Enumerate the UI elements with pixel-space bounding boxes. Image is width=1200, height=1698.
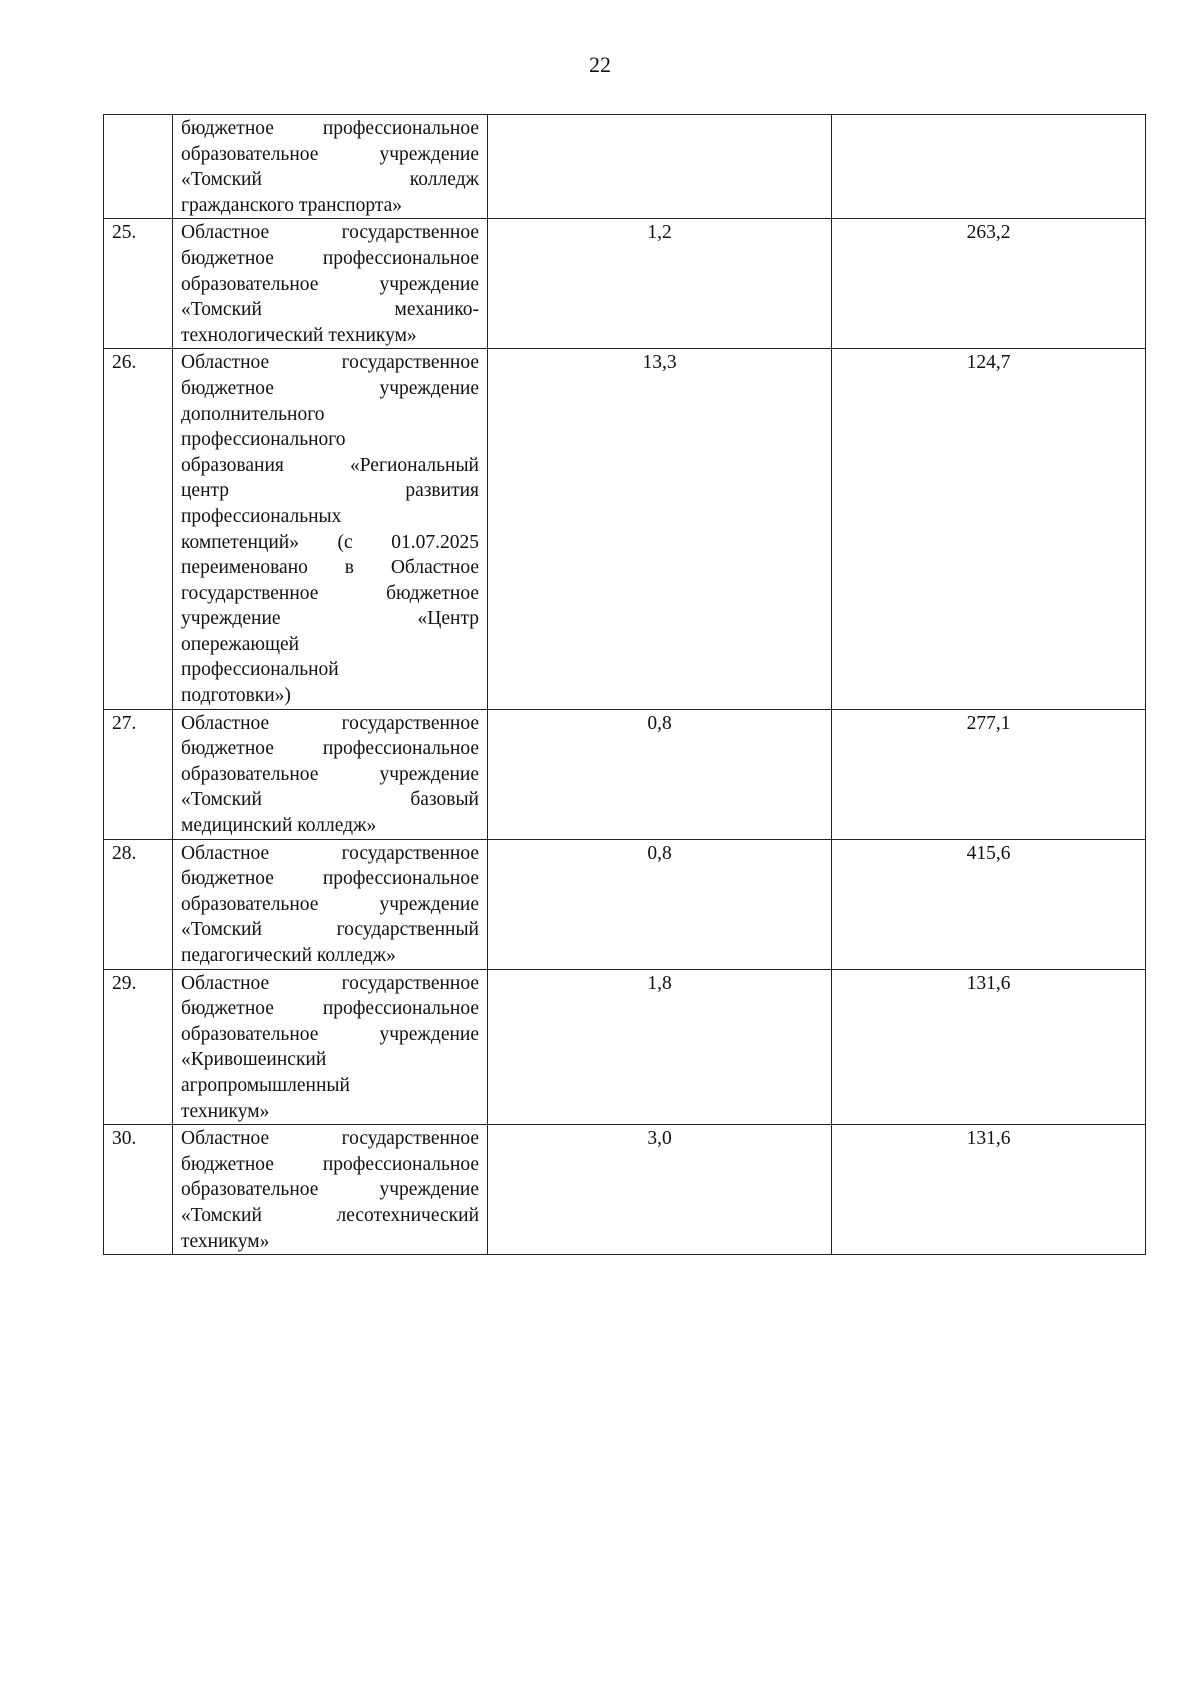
institution-name-line: техникум» — [181, 1100, 270, 1122]
value-cell-1: 1,2 — [488, 219, 832, 349]
institution-name-line: дополнительного — [181, 403, 325, 425]
value-cell-1: 3,0 — [488, 1125, 832, 1255]
institution-name-line: бюджетное учреждение — [181, 377, 479, 399]
institution-name-line: образовательное учреждение — [181, 273, 479, 295]
value-cell-2: 131,6 — [832, 969, 1146, 1125]
value-cell-2: 124,7 — [832, 349, 1146, 709]
value-cell-1: 13,3 — [488, 349, 832, 709]
value-cell-1: 1,8 — [488, 969, 832, 1125]
institution-name-line: бюджетное профессиональное — [181, 1153, 479, 1175]
table-row — [104, 709, 1146, 839]
institution-name-line: «Томский механико- — [181, 299, 479, 321]
institution-name-line: профессионального — [181, 429, 346, 451]
row-number-cell — [104, 115, 173, 219]
institution-name-cell — [173, 219, 488, 349]
institution-name-line: бюджетное профессиональное — [181, 247, 479, 269]
institution-name-cell — [173, 969, 488, 1125]
institution-name-line: опережающей — [181, 633, 300, 655]
institution-name-line: «Томский базовый — [181, 789, 479, 811]
institution-name-cell — [173, 839, 488, 969]
institution-name-line: образования «Региональный — [181, 454, 479, 476]
row-number-cell: 25. — [104, 219, 173, 349]
institution-name-line: Областное государственное — [181, 972, 479, 994]
table-row — [104, 219, 1146, 349]
institution-name-line: педагогический колледж» — [181, 945, 396, 966]
institution-name-line: Областное государственное — [181, 1128, 479, 1150]
institution-name-line: образовательное учреждение — [181, 893, 479, 915]
table-row — [104, 969, 1146, 1125]
row-number-cell: 28. — [104, 839, 173, 969]
institution-name-line: агропромышленный — [181, 1074, 350, 1096]
value-cell-1: 0,8 — [488, 839, 832, 969]
value-cell-2: 263,2 — [832, 219, 1146, 349]
institution-name-line: технологический техникум» — [181, 324, 417, 346]
institution-name-line: Областное государственное — [181, 352, 479, 374]
institution-name-line: подготовки») — [181, 685, 291, 707]
value-cell-2: 131,6 — [832, 1125, 1146, 1255]
row-number-cell: 27. — [104, 709, 173, 839]
institution-name-line: «Томский государственный — [181, 919, 479, 941]
institution-name-cell — [173, 709, 488, 839]
institution-name-line: компетенций» (с 01.07.2025 — [181, 531, 479, 553]
page-number: 22 — [589, 52, 611, 77]
value-cell-2: 277,1 — [832, 709, 1146, 839]
institution-name-line: «Томский колледж — [181, 169, 479, 191]
table-body — [104, 115, 1146, 1255]
table-row — [104, 1125, 1146, 1255]
value-cell-1 — [488, 115, 832, 219]
institution-name-line: образовательное учреждение — [181, 763, 479, 785]
institution-name-cell — [173, 115, 488, 219]
institution-name-line: техникум» — [181, 1230, 270, 1252]
value-cell-2: 415,6 — [832, 839, 1146, 969]
value-cell-1: 0,8 — [488, 709, 832, 839]
institution-name-line: бюджетное профессиональное — [181, 118, 479, 139]
institution-name-line: бюджетное профессиональное — [181, 868, 479, 890]
institution-name-cell — [173, 349, 488, 709]
institutions-table — [103, 114, 1146, 1255]
institution-name-line: образовательное учреждение — [181, 1179, 479, 1201]
value-cell-2 — [832, 115, 1146, 219]
institution-name-line: учреждение «Центр — [181, 608, 479, 630]
institution-name-line: центр развития — [181, 480, 479, 502]
institution-name-cell — [173, 1125, 488, 1255]
institution-name-line: профессиональной — [181, 659, 339, 681]
row-number-cell: 30. — [104, 1125, 173, 1255]
institution-name-line: медицинский колледж» — [181, 815, 377, 837]
institution-name-line: гражданского транспорта» — [181, 194, 403, 216]
institution-name-line: государственное бюджетное — [181, 582, 479, 604]
institution-name-line: «Томский лесотехнический — [181, 1204, 479, 1226]
row-number-cell: 26. — [104, 349, 173, 709]
institution-name-line: образовательное учреждение — [181, 143, 479, 165]
institution-name-line: «Кривошеинский — [181, 1049, 327, 1071]
institution-name-line: Областное государственное — [181, 712, 479, 734]
institution-name-line: бюджетное профессиональное — [181, 738, 479, 760]
table-row — [104, 839, 1146, 969]
table-row — [104, 349, 1146, 709]
institution-name-line: Областное государственное — [181, 222, 479, 244]
row-number-cell: 29. — [104, 969, 173, 1125]
institution-name-line: переименовано в Областное — [181, 557, 479, 579]
institution-name-line: бюджетное профессиональное — [181, 998, 479, 1020]
institution-name-line: образовательное учреждение — [181, 1023, 479, 1045]
institution-name-line: профессиональных — [181, 505, 342, 527]
institution-name-line: Областное государственное — [181, 842, 479, 864]
table-row — [104, 115, 1146, 219]
